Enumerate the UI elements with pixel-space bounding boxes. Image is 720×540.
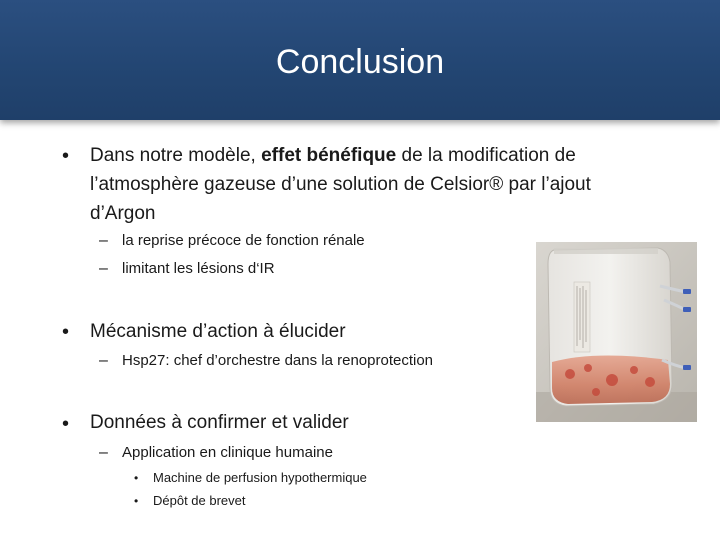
bullet-1-line-3: d’Argon (90, 203, 156, 224)
perfusion-bag-photo (536, 242, 697, 422)
bullet-2-text: Mécanisme d’action à élucider (90, 321, 346, 342)
bullet-dot-icon: • (62, 321, 70, 343)
bullet-dot-icon: • (62, 413, 70, 435)
bullet-3-subsub-2: Dépôt de brevet (153, 493, 246, 508)
bullet-1-line-1 (90, 141, 576, 170)
dash-icon: – (99, 232, 108, 249)
bullet-2-sub-1: Hsp27: chef d’orchestre dans la renoprotection (122, 352, 434, 369)
bullet-1-line-2: l’atmosphère gazeuse d’une solution de Celsior® par l’ajout (90, 174, 591, 195)
dash-icon: – (99, 444, 108, 461)
bullet-dot-icon: • (62, 145, 70, 167)
bullet-1-bold-text: effet bénéfique (261, 145, 397, 166)
dash-icon: – (99, 352, 108, 369)
bullet-1-sub-2: limitant les lésions d‘IR (122, 260, 275, 277)
bullet-3-text: Données à confirmer et valider (90, 412, 349, 433)
dash-icon: – (99, 260, 108, 277)
bullet-3-sub-1: Application en clinique humaine (122, 444, 333, 461)
bullet-1-lead-text: Dans notre modèle, (90, 145, 262, 166)
bullet-1-sub-1: la reprise précoce de fonction rénale (122, 232, 365, 249)
bullet-1-rest-text: de la modification de (396, 145, 576, 166)
small-bullet-icon: • (134, 471, 139, 485)
small-bullet-icon: • (134, 494, 139, 508)
bullet-3-subsub-1: Machine de perfusion hypothermique (153, 470, 367, 485)
slide-title: Conclusion (275, 43, 445, 81)
